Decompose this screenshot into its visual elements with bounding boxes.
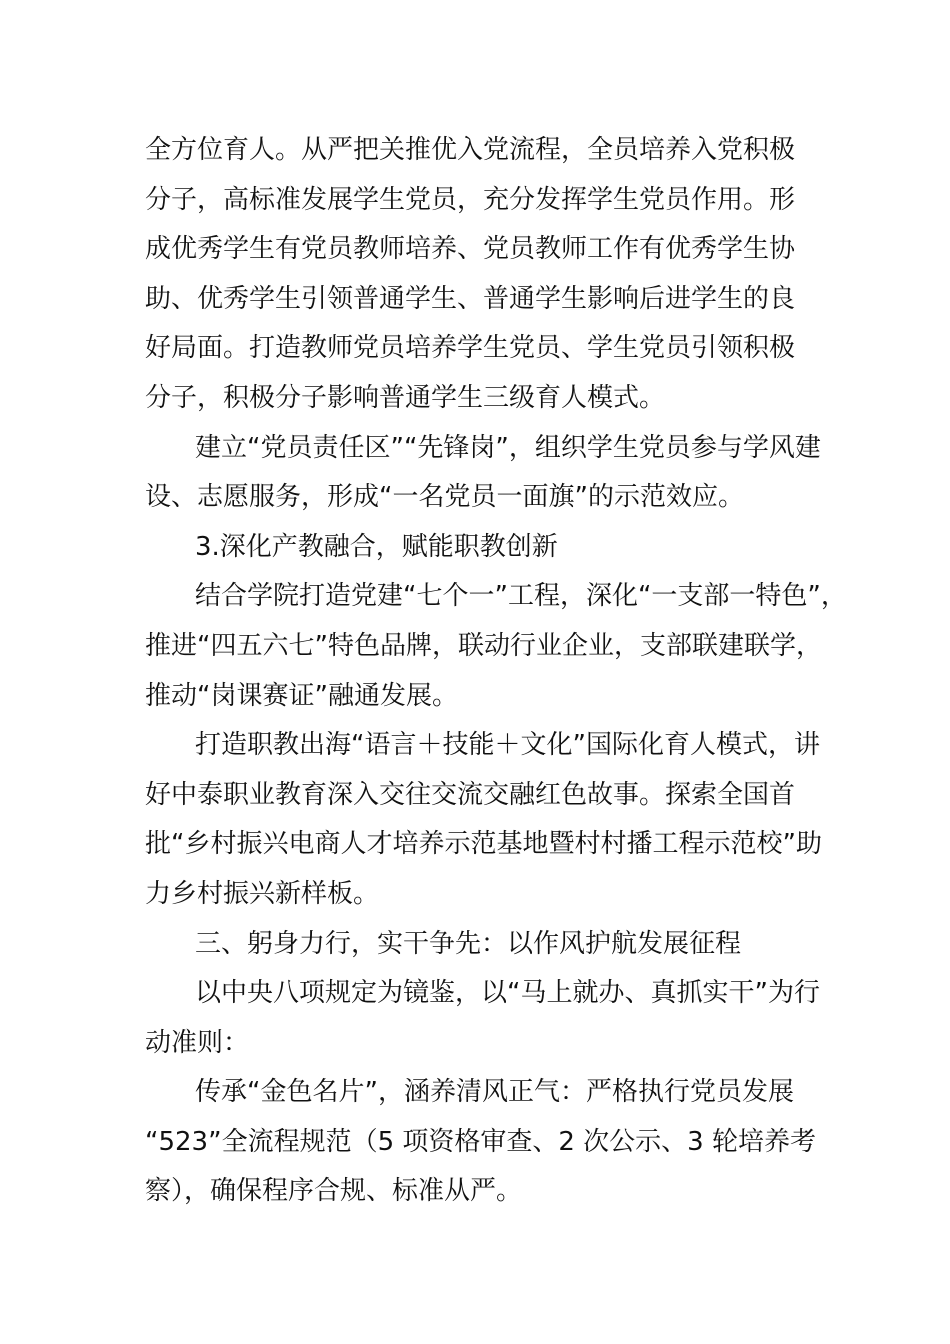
text-line: 全方位育人。从严把关推优入党流程，全员培养入党积极 [145,135,796,165]
text-line: 动准则： [145,1027,250,1058]
text-line: 成优秀学生有党员教师培养、党员教师工作有优秀学生协 [145,234,796,265]
paragraph-first-line: 传承“金色名片”，涵养清风正气：严格执行党员发展 [195,1077,794,1108]
body-text [145,126,847,1217]
text-line: 力乡村振兴新样板。 [145,878,380,909]
text-line: 好中泰职业教育深入交往交流交融红色故事。探索全国首 [145,779,796,810]
section-heading: 三、躬身力行，实干争先：以作风护航发展征程 [195,928,742,959]
text-line: 分子，高标准发展学生党员，充分发挥学生党员作用。形 [145,184,796,215]
text-line: 助、优秀学生引领普通学生、普通学生影响后进学生的良 [145,283,796,314]
text-line: 设、志愿服务，形成“一名党员一面旗”的示范效应。 [145,482,744,513]
section-heading: 3.深化产教融合，赋能职教创新 [195,531,558,562]
text-line: 推进“四五六七”特色品牌，联动行业企业，支部联建联学， [145,630,822,661]
text-line: 推动“岗课赛证”融通发展。 [145,680,458,711]
text-line: 批“乡村振兴电商人才培养示范基地暨村村播工程示范校”助 [145,829,822,860]
paragraph-first-line: 结合学院打造党建“七个一”工程，深化“一支部一特色”， [195,581,847,612]
paragraph-first-line: 打造职教出海“语言＋技能＋文化”国际化育人模式，讲 [195,730,820,761]
paragraph-first-line: 以中央八项规定为镜鉴，以“马上就办、真抓实干”为行 [195,978,820,1009]
text-line: “523”全流程规范（5 项资格审查、2 次公示、3 轮培养考 [145,1126,816,1157]
text-line: 分子，积极分子影响普通学生三级育人模式。 [145,382,666,413]
paragraph-first-line: 建立“党员责任区”“先锋岗”，组织学生党员参与学风建 [195,432,821,463]
text-line: 好局面。打造教师党员培养学生党员、学生党员引领积极 [145,333,796,364]
text-line: 察），确保程序合规、标准从严。 [145,1176,523,1207]
